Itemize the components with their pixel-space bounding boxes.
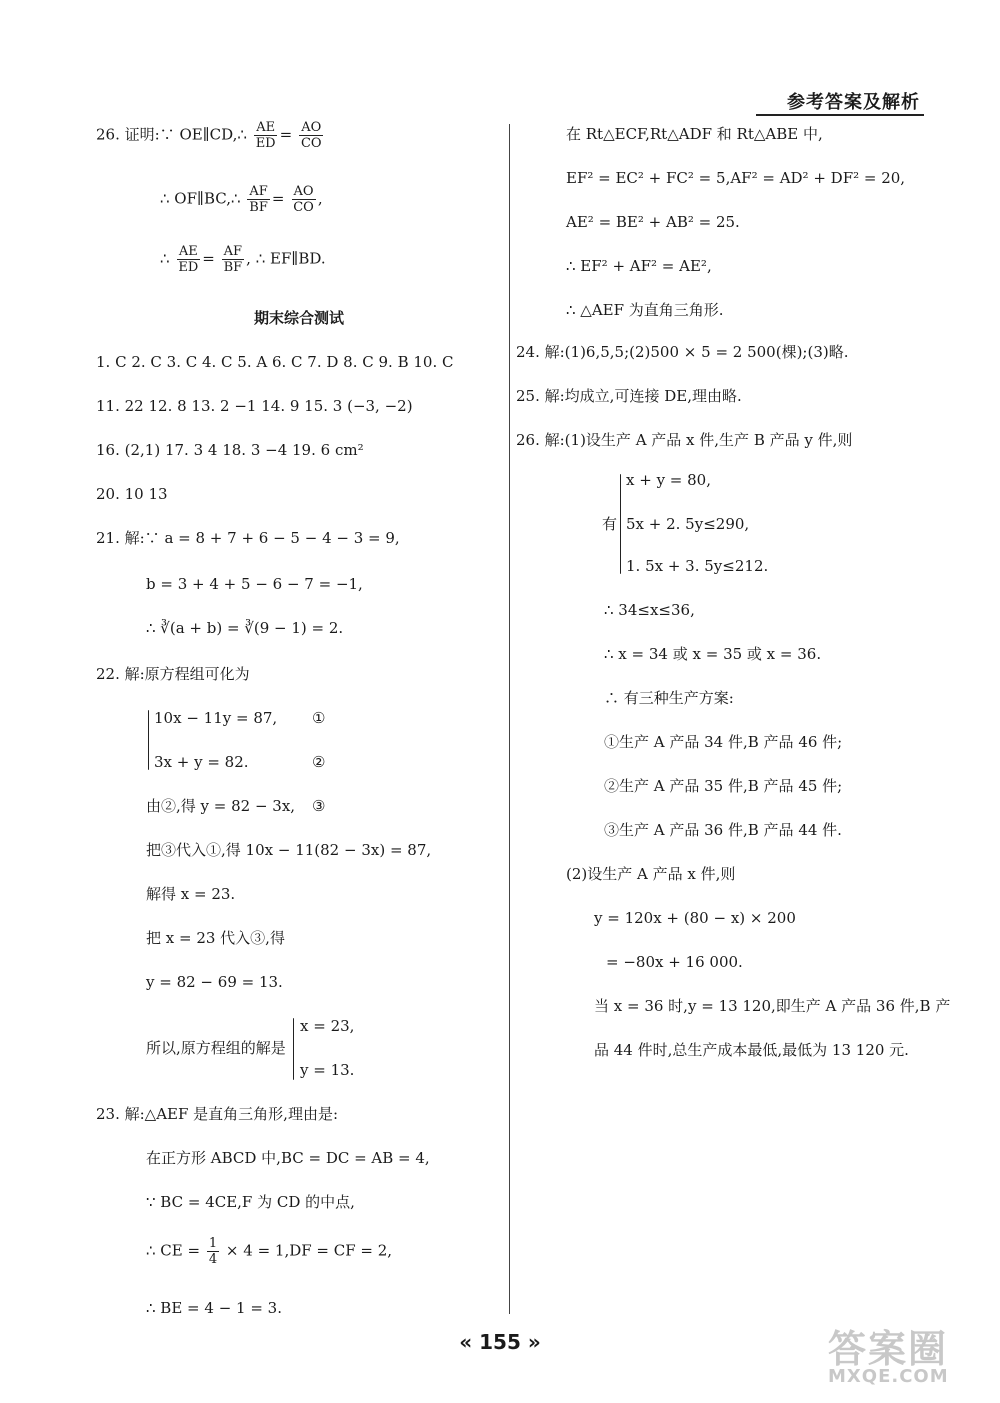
q22-line8: 所以,原方程组的解是 [146,1039,286,1057]
q26-line4: ∴ 有三种生产方案: [604,689,734,707]
answers-1-10: 1. C 2. C 3. C 4. C 5. A 6. C 7. D 8. C 9. B 10. C [96,353,454,371]
chevron-right-icon: » [527,1330,541,1354]
answers-11-15: 11. 22 12. 8 13. 2 −1 14. 9 15. 3 (−3, −2) [96,397,413,415]
q21-line2: b = 3 + 4 + 5 − 6 − 7 = −1, [146,575,363,593]
right-line1: 在 Rt△ECF,Rt△ADF 和 Rt△ABE 中, [566,125,823,143]
q24-answer: 24. 解:(1)6,5,5;(2)500 × 5 = 2 500(棵);(3)略. [516,343,849,361]
q26-you: 有 [602,515,618,533]
q22-line5: 解得 x = 23. [146,885,236,903]
q26-line6: ②生产 A 产品 35 件,B 产品 45 件; [604,777,843,795]
q21-line1: 21. 解:∵ a = 8 + 7 + 6 − 5 − 4 − 3 = 9, [96,529,400,547]
answers-16-19: 16. (2,1) 17. 3 4 18. 3 −4 19. 6 cm² [96,441,364,459]
system-brace [620,474,621,574]
column-divider [509,124,510,1314]
q26-line1: 26. 解:(1)设生产 A 产品 x 件,生产 B 产品 y 件,则 [516,431,853,449]
section-title: 期末综合测试 [254,309,345,327]
q22-line3: 由②,得 y = 82 − 3x, [146,797,296,815]
fraction: $\frac{1}{4}$ [208,1236,218,1267]
right-line3: AE² = BE² + AB² = 25. [566,213,740,231]
q23-line4: ∴ CE = $\frac{1}{4}$ × 4 = 1,DF = CF = 2, [146,1236,393,1267]
fraction: $\frac{AO}{CO}$ [293,184,314,215]
q22-sol2: y = 13. [300,1061,355,1079]
q26-proof-line3: ∴ $\frac{AE}{ED}$ = $\frac{AF}{BF}$ , ∴ EF∥BD. [160,244,326,275]
marker-2: ② [312,753,326,771]
q26-line2: ∴ 34≤x≤36, [604,601,695,619]
q22-line1: 22. 解:原方程组可化为 [96,665,250,683]
right-line5: ∴ △AEF 为直角三角形. [566,301,724,319]
q23-line5: ∴ BE = 4 − 1 = 3. [146,1299,282,1317]
chevron-left-icon: « [459,1330,473,1354]
q26-line7: ③生产 A 产品 36 件,B 产品 44 件. [604,821,842,839]
q26-proof-line1: 26. 证明:∵ OE∥CD,∴ $\frac{AE}{ED}$ = $\frac{AO}{CO}$ [96,120,322,151]
q26-line9: y = 120x + (80 − x) × 200 [594,909,796,927]
q22-eq2: 3x + y = 82. [154,753,249,771]
q22-sol1: x = 23, [300,1017,355,1035]
fraction: $\frac{AE}{ED}$ [178,244,199,275]
marker-1: ① [312,709,326,727]
equation-brace [148,710,149,770]
q22-line7: y = 82 − 69 = 13. [146,973,283,991]
q22-line4: 把③代入①,得 10x − 11(82 − 3x) = 87, [146,841,432,859]
q22-eq1: 10x − 11y = 87, [154,709,278,727]
q23-line2: 在正方形 ABCD 中,BC = DC = AB = 4, [146,1149,430,1167]
fraction: $\frac{AF}{BF}$ [223,244,243,275]
answers-20: 20. 10 13 [96,485,168,503]
right-line4: ∴ EF² + AF² = AE², [566,257,712,275]
header-title: 参考答案及解析 [787,92,920,113]
marker-3: ③ [312,797,326,815]
fraction: $\frac{AO}{CO}$ [300,120,322,151]
q22-line6: 把 x = 23 代入③,得 [146,929,285,947]
right-line2: EF² = EC² + FC² = 5,AF² = AD² + DF² = 20, [566,169,906,187]
q26-ineq2: 5x + 2. 5y≤290, [626,515,750,533]
q26-line3: ∴ x = 34 或 x = 35 或 x = 36. [604,645,822,663]
solution-brace [293,1018,294,1080]
q26-proof-line2: ∴ OF∥BC,∴ $\frac{AF}{BF}$ = $\frac{AO}{CO}$ , [160,184,323,215]
q26-ineq3: 1. 5x + 3. 5y≤212. [626,557,769,575]
q26-line11: 当 x = 36 时,y = 13 120,即生产 A 产品 36 件,B 产 [594,997,951,1015]
q26-line8: (2)设生产 A 产品 x 件,则 [566,865,736,883]
q26-ineq1: x + y = 80, [626,471,711,489]
q26-line10: = −80x + 16 000. [606,953,743,971]
q23-line3: ∵ BC = 4CE,F 为 CD 的中点, [146,1193,355,1211]
fraction: $\frac{AE}{ED}$ [255,120,276,151]
q23-line1: 23. 解:△AEF 是直角三角形,理由是: [96,1105,338,1123]
q25-answer: 25. 解:均成立,可连接 DE,理由略. [516,387,742,405]
q26-line5: ①生产 A 产品 34 件,B 产品 46 件; [604,733,843,751]
page-header [756,88,924,116]
page-number: « 155 » [459,1330,541,1354]
q26-line12: 品 44 件时,总生产成本最低,最低为 13 120 元. [594,1041,909,1059]
q21-line3: ∴ ∛(a + b) = ∛(9 − 1) = 2. [146,619,344,637]
fraction: $\frac{AF}{BF}$ [249,184,268,215]
watermark-logo: 答案圈 MXQE.COM [828,1327,949,1387]
